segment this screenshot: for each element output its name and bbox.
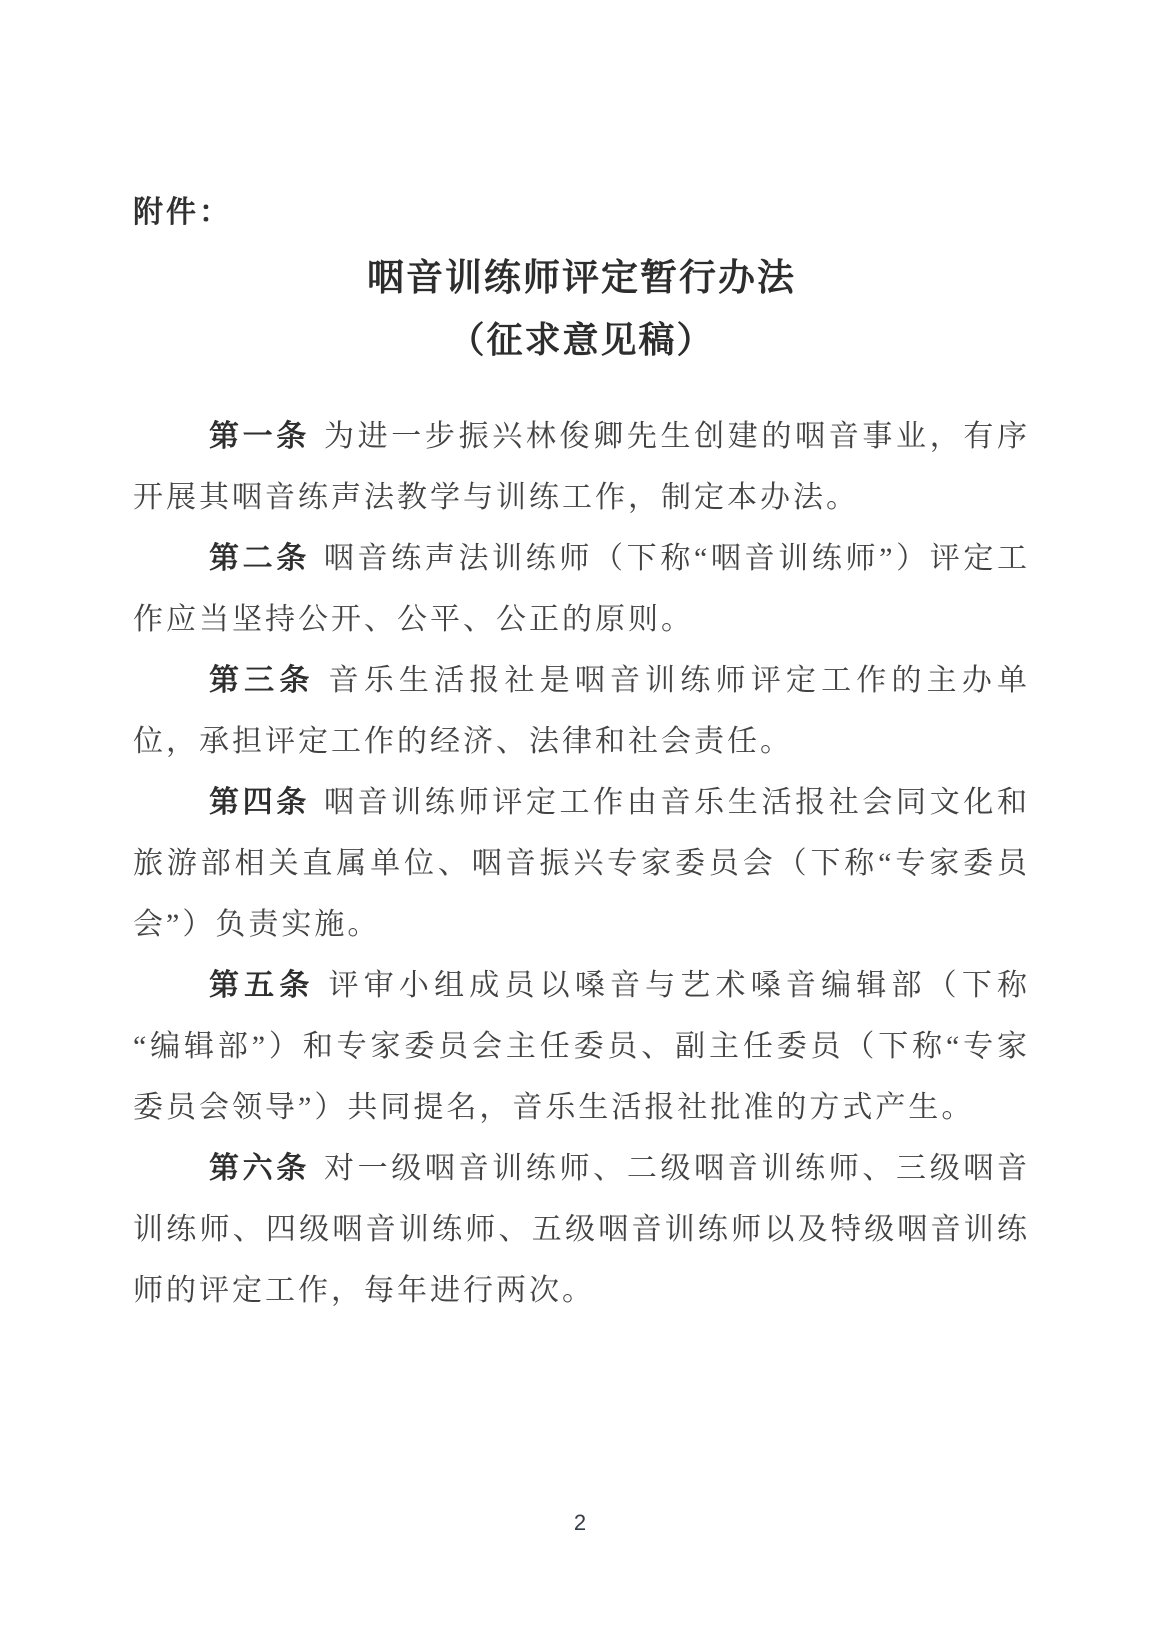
- article-6-text: 对一级咽音训练师、二级咽音训练师、三级咽音训练师、四级咽音训练师、五级咽音训练师以及特级咽音训练师的评定工作，每年进行两次。: [133, 1152, 1031, 1307]
- article-1-number: 第一条: [209, 420, 310, 453]
- article-paragraph-1: [133, 406, 1030, 528]
- article-4-text: 咽音训练师评定工作由音乐生活报社会同文化和旅游部相关直属单位、咽音振兴专家委员会（下称“专家委员会”）负责实施。: [133, 786, 1031, 941]
- attachment-label: 附件：: [133, 196, 232, 229]
- article-paragraph-5: [133, 955, 1030, 1138]
- article-2-number: 第二条: [209, 542, 310, 575]
- article-1-text: 为进一步振兴林俊卿先生创建的咽音事业，有序开展其咽音练声法教学与训练工作，制定本办法。: [133, 420, 1031, 514]
- article-paragraph-3: [133, 650, 1030, 772]
- article-4-number: 第四条: [209, 786, 310, 819]
- page-number: 2: [573, 1510, 587, 1535]
- document-subtitle: （征求意见稿）: [448, 320, 715, 360]
- article-6-number: 第六条: [209, 1152, 310, 1185]
- document-body: [133, 406, 1030, 1321]
- article-paragraph-4: [133, 772, 1030, 955]
- article-paragraph-6: [133, 1138, 1030, 1321]
- article-3-number: 第三条: [209, 664, 315, 697]
- document-title: 咽音训练师评定暂行办法: [367, 258, 796, 299]
- article-5-number: 第五条: [209, 969, 315, 1002]
- article-2-text: 咽音练声法训练师（下称“咽音训练师”）评定工作应当坚持公开、公平、公正的原则。: [133, 542, 1030, 636]
- article-5-text: 评审小组成员以嗓音与艺术嗓音编辑部（下称“编辑部”）和专家委员会主任委员、副主任委员（下称“专家委员会领导”）共同提名，音乐生活报社批准的方式产生。: [133, 969, 1031, 1124]
- article-3-text: 音乐生活报社是咽音训练师评定工作的主办单位，承担评定工作的经济、法律和社会责任。: [133, 664, 1031, 758]
- article-paragraph-2: [133, 528, 1030, 650]
